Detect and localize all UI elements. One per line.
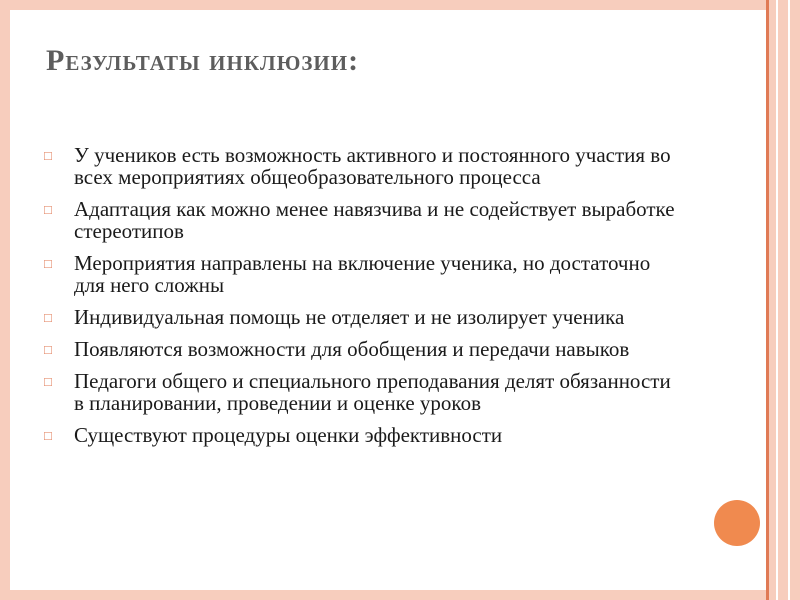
bullet-icon: □	[44, 148, 52, 163]
decorative-line	[766, 0, 769, 600]
bullet-item	[42, 252, 682, 296]
slide-border-bottom	[0, 590, 800, 600]
slide-border-top	[0, 0, 800, 10]
bullet-text: Появляются возможности для обобщения и передачи навыков	[74, 337, 630, 361]
bullet-text: Мероприятия направлены на включение ученика, но достаточно для него сложны	[74, 251, 651, 297]
slide-title: Результаты инклюзии:	[46, 44, 360, 77]
bullet-text: Существуют процедуры оценки эффективности	[74, 423, 503, 447]
slide-border-left	[0, 0, 10, 600]
bullet-icon: □	[44, 374, 52, 389]
decorative-line	[776, 0, 778, 600]
bullet-icon: □	[44, 310, 52, 325]
bullet-item	[42, 424, 682, 446]
bullet-list	[42, 144, 682, 456]
bullet-item	[42, 306, 682, 328]
bullet-icon: □	[44, 202, 52, 217]
bullet-text: Индивидуальная помощь не отделяет и не изолирует ученика	[74, 305, 625, 329]
bullet-item	[42, 370, 682, 414]
slide-border-right	[766, 0, 800, 600]
bullet-text: У учеников есть возможность активного и постоянного участия во всех мероприятиях общеобразовательного процесса	[74, 143, 671, 189]
bullet-text: Педагоги общего и специального преподавания делят обязанности в планировании, проведении и оценке уроков	[74, 369, 671, 415]
bullet-text: Адаптация как можно менее навязчива и не содействует выработке стереотипов	[74, 197, 675, 243]
bullet-icon: □	[44, 256, 52, 271]
bullet-icon: □	[44, 428, 52, 443]
bullet-icon: □	[44, 342, 52, 357]
bullet-item	[42, 338, 682, 360]
decorative-circle	[714, 500, 760, 546]
bullet-item	[42, 198, 682, 242]
decorative-line	[788, 0, 790, 600]
bullet-item	[42, 144, 682, 188]
